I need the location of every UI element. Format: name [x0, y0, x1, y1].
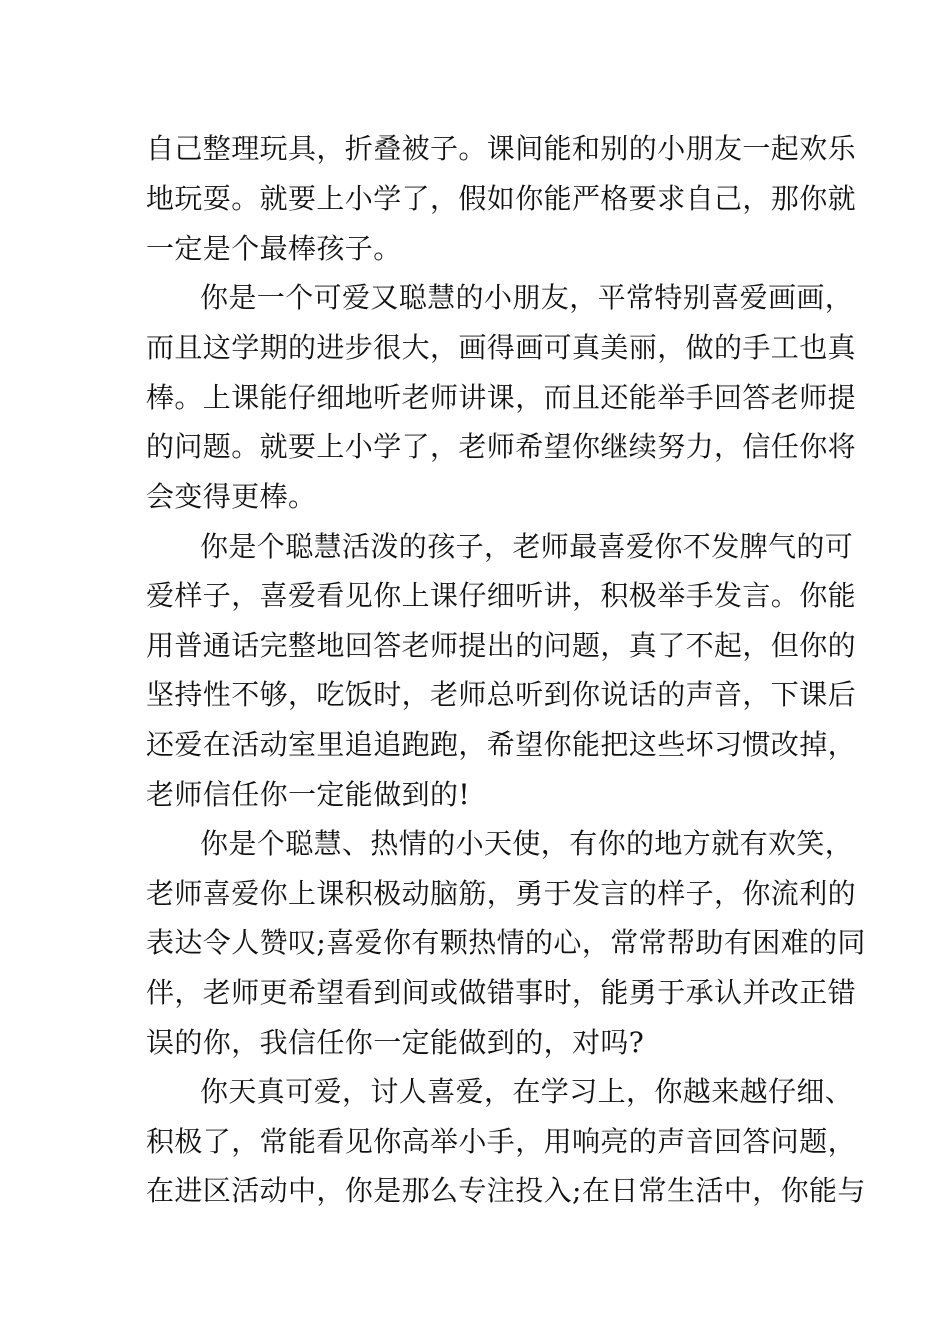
- text-line: 误的你，我信任你一定能做到的，对吗?: [146, 1026, 645, 1059]
- text-line: 自己整理玩具，折叠被子。课间能和别的小朋友一起欢乐: [146, 132, 857, 165]
- text-line: 伴，老师更希望看到间或做错事时，能勇于承认并改正错: [146, 976, 857, 1009]
- text-line: 的问题。就要上小学了，老师希望你继续努力，信任你将: [146, 430, 857, 463]
- paragraph-first-line: 你是个聪慧、热情的小天使，有你的地方就有欢笑，: [200, 827, 854, 860]
- text-line: 还爱在活动室里追追跑跑，希望你能把这些坏习惯改掉，: [146, 728, 857, 761]
- text-line: 积极了，常能看见你高举小手，用响亮的声音回答问题，: [146, 1125, 857, 1158]
- text-line: 地玩耍。就要上小学了，假如你能严格要求自己，那你就: [146, 182, 857, 215]
- text-line: 一定是个最棒孩子。: [146, 232, 402, 265]
- text-line: 老师信任你一定能做到的!: [146, 778, 471, 811]
- text-line: 在进区活动中，你是那么专注投入;在日常生活中，你能与: [146, 1174, 866, 1207]
- text-line: 用普通话完整地回答老师提出的问题，真了不起，但你的: [146, 629, 857, 662]
- paragraph-first-line: 你是个聪慧活泼的孩子，老师最喜爱你不发脾气的可: [200, 530, 854, 563]
- text-line: 表达令人赞叹;喜爱你有颗热情的心，常常帮助有困难的同: [146, 926, 866, 959]
- paragraph-first-line: 你是一个可爱又聪慧的小朋友，平常特别喜爱画画，: [200, 281, 854, 314]
- text-line: 会变得更棒。: [146, 480, 317, 513]
- text-line: 棒。上课能仔细地听老师讲课，而且还能举手回答老师提: [146, 381, 857, 414]
- paragraph-first-line: 你天真可爱，讨人喜爱，在学习上，你越来越仔细、: [200, 1075, 854, 1108]
- text-line: 老师喜爱你上课积极动脑筋，勇于发言的样子，你流利的: [146, 877, 857, 910]
- text-line: 坚持性不够，吃饭时，老师总听到你说话的声音，下课后: [146, 678, 857, 711]
- text-line: 而且这学期的进步很大，画得画可真美丽，做的手工也真: [146, 331, 857, 364]
- text-line: 爱样子，喜爱看见你上课仔细听讲，积极举手发言。你能: [146, 579, 857, 612]
